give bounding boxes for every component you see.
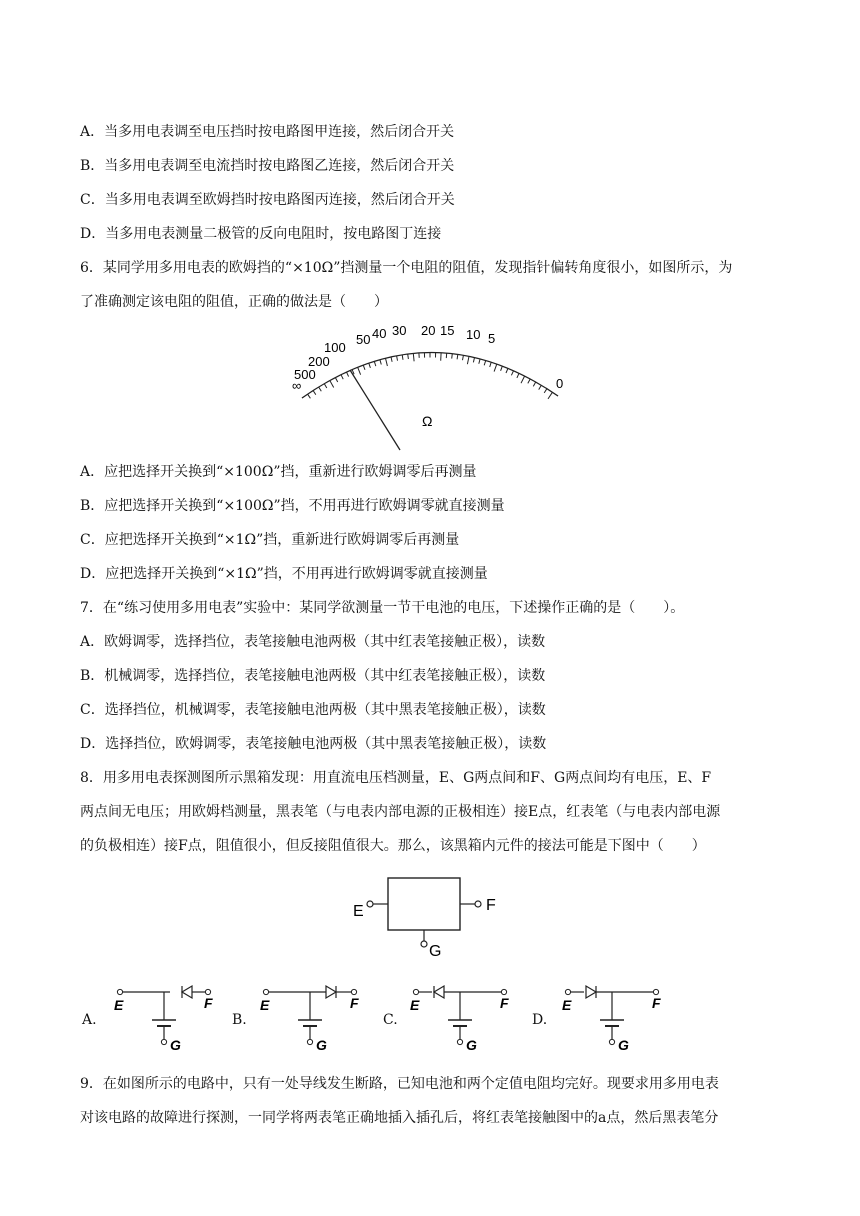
dial-tick — [324, 384, 327, 388]
q5-option-d: D．当多用电表测量二极管的反向电阻时，按电路图丁连接 — [80, 226, 442, 242]
q8-stem-line3: 的负极相连）接F点，阻值很小，但反接阻值很大。那么，该黑箱内元件的接法可能是下图中（ ） — [80, 838, 706, 854]
dial-tick — [479, 359, 480, 364]
svg-text:F: F — [652, 995, 661, 1011]
q9-line1: 9．在如图所示的电路中，只有一处导线发生断路，已知电池和两个定值电阻均完好。现要求用多用电表 — [80, 1076, 719, 1092]
dial-tick — [369, 363, 371, 368]
dial-ticks — [308, 353, 553, 399]
q5-option-c: C．当多用电表调至欧姆挡时按电路图丙连接，然后闭合开关 — [80, 192, 455, 208]
dial-tick — [484, 361, 486, 366]
q8-option-c-circuit — [404, 974, 514, 1054]
dial-tick — [501, 366, 503, 371]
q9-line2: 对该电路的故障进行探测，一同学将两表笔正确地插入插孔后，将红表笔接触图中的a点，然后黑表笔分 — [80, 1110, 719, 1126]
terminal-g — [421, 941, 427, 947]
dial-tick — [539, 385, 542, 389]
dial-tick — [330, 381, 334, 388]
q8-stem-line2: 两点间无电压；用欧姆档测量，黑表笔（与电表内部电源的正极相连）接E点，红表笔（与电表内部电源 — [80, 804, 721, 820]
dial-arc — [302, 352, 558, 398]
svg-text:G: G — [316, 1037, 327, 1053]
dial-tick — [335, 378, 337, 382]
dial-tick — [341, 375, 343, 380]
meter-needle — [350, 370, 400, 450]
svg-text:E: E — [410, 997, 420, 1013]
q8-stem-line1: 8．用多用电表探测图所示黑箱发现：用直流电压档测量，E、G两点间和F、G两点间均有电压，E、F — [80, 770, 712, 786]
terminal-e — [367, 901, 373, 907]
dial-label-5: 5 — [488, 331, 496, 346]
dial-tick — [457, 354, 458, 359]
q6-option-d: D．应把选择开关换到“×1Ω”挡，不用再进行欧姆调零就直接测量 — [80, 566, 488, 582]
dial-label-40: 40 — [372, 326, 387, 341]
q7-stem: 7．在“练习使用多用电表”实验中：某同学欲测量一节干电池的电压，下述操作正确的是（ ）。 — [80, 600, 685, 616]
dial-label-10: 10 — [466, 327, 481, 342]
dial-label-100: 100 — [324, 340, 346, 355]
svg-text:F: F — [204, 995, 213, 1011]
dial-tick — [467, 356, 469, 364]
dial-unit-ohm: Ω — [422, 413, 433, 429]
q7-option-a: A．欧姆调零，选择挡位，表笔接触电池两极（其中红表笔接触正极），读数 — [80, 634, 546, 650]
q8-option-b-circuit — [254, 974, 364, 1054]
svg-text:G: G — [466, 1037, 477, 1053]
dial-tick — [521, 376, 525, 383]
dial-tick — [347, 372, 349, 377]
dial-tick — [463, 355, 464, 360]
svg-text:E: E — [562, 997, 572, 1013]
ohmmeter-dial-figure — [280, 318, 580, 458]
q7-option-d: D．选择挡位，欧姆调零，表笔接触电池两极（其中黑表笔接触正极），读数 — [80, 736, 547, 752]
dial-label-20: 20 — [421, 323, 436, 338]
dial-label-inf: ∞ — [292, 378, 302, 393]
dial-tick — [374, 361, 376, 366]
dial-left-edge — [302, 390, 314, 398]
black-box-figure — [345, 868, 505, 958]
q6-stem-line2: 了准确测定该电阻的阻值，正确的做法是（ ） — [80, 294, 388, 310]
dial-tick — [397, 356, 398, 361]
dial-tick — [363, 365, 365, 370]
q8-option-d-label: D. — [532, 1012, 548, 1028]
dial-label-0: 0 — [556, 376, 564, 391]
dial-tick — [313, 391, 316, 395]
q5-option-a: A．当多用电表调至电压挡时按电路图甲连接，然后闭合开关 — [80, 124, 455, 140]
q5-option-b: B．当多用电表调至电流挡时按电路图乙连接，然后闭合开关 — [80, 158, 455, 174]
dial-label-50: 50 — [356, 332, 371, 347]
q8-option-d-circuit — [556, 974, 666, 1054]
q8-option-a-circuit — [108, 974, 218, 1054]
dial-label-200: 200 — [308, 354, 330, 369]
q7-option-b: B．机械调零，选择挡位，表笔接触电池两极（其中红表笔接触正极），读数 — [80, 668, 546, 684]
q6-option-c: C．应把选择开关换到“×1Ω”挡，重新进行欧姆调零后再测量 — [80, 532, 460, 548]
box-label-e: E — [353, 903, 364, 920]
dial-tick — [490, 362, 492, 367]
box-label-f: F — [486, 897, 496, 914]
dial-tick — [544, 389, 547, 393]
box-label-g: G — [429, 943, 442, 958]
q6-option-b: B．应把选择开关换到“×100Ω”挡，不用再进行欧姆调零就直接测量 — [80, 498, 505, 514]
dial-tick — [506, 368, 508, 373]
q6-option-a: A．应把选择开关换到“×100Ω”挡，重新进行欧姆调零后再测量 — [80, 464, 477, 480]
dial-label-15: 15 — [440, 323, 455, 338]
q8-option-b-label: B. — [232, 1012, 247, 1028]
terminal-f — [475, 901, 481, 907]
q8-option-a-label: A. — [82, 1012, 97, 1028]
q7-option-c: C．选择挡位，机械调零，表笔接触电池两极（其中黑表笔接触正极），读数 — [80, 702, 546, 718]
dial-tick — [408, 354, 409, 359]
dial-tick — [548, 392, 552, 399]
svg-text:E: E — [260, 997, 270, 1013]
svg-text:F: F — [350, 995, 359, 1011]
dial-tick — [386, 358, 388, 366]
dial-tick — [494, 364, 497, 372]
dial-tick — [380, 360, 381, 365]
dial-tick — [517, 373, 519, 378]
dial-tick — [413, 353, 414, 361]
dial-tick — [319, 387, 322, 391]
dial-label-500: 500 — [294, 367, 316, 382]
svg-text:G: G — [618, 1037, 629, 1053]
svg-text:G: G — [170, 1037, 181, 1053]
dial-tick — [391, 357, 392, 362]
dial-tick — [473, 358, 474, 363]
dial-label-30: 30 — [392, 323, 407, 338]
dial-tick — [308, 394, 311, 398]
dial-tick — [511, 371, 513, 376]
dial-tick — [402, 355, 403, 360]
dial-tick — [528, 379, 530, 383]
q8-option-c-label: C. — [383, 1012, 398, 1028]
svg-text:E: E — [114, 997, 124, 1013]
black-box — [388, 878, 460, 930]
q6-stem-line1: 6．某同学用多用电表的欧姆挡的“×10Ω”挡测量一个电阻的阻值，发现指针偏转角度很小，如图所示，为 — [80, 260, 733, 276]
svg-text:F: F — [500, 995, 509, 1011]
dial-tick — [533, 382, 535, 386]
dial-tick — [452, 354, 453, 359]
dial-tick — [358, 367, 361, 374]
